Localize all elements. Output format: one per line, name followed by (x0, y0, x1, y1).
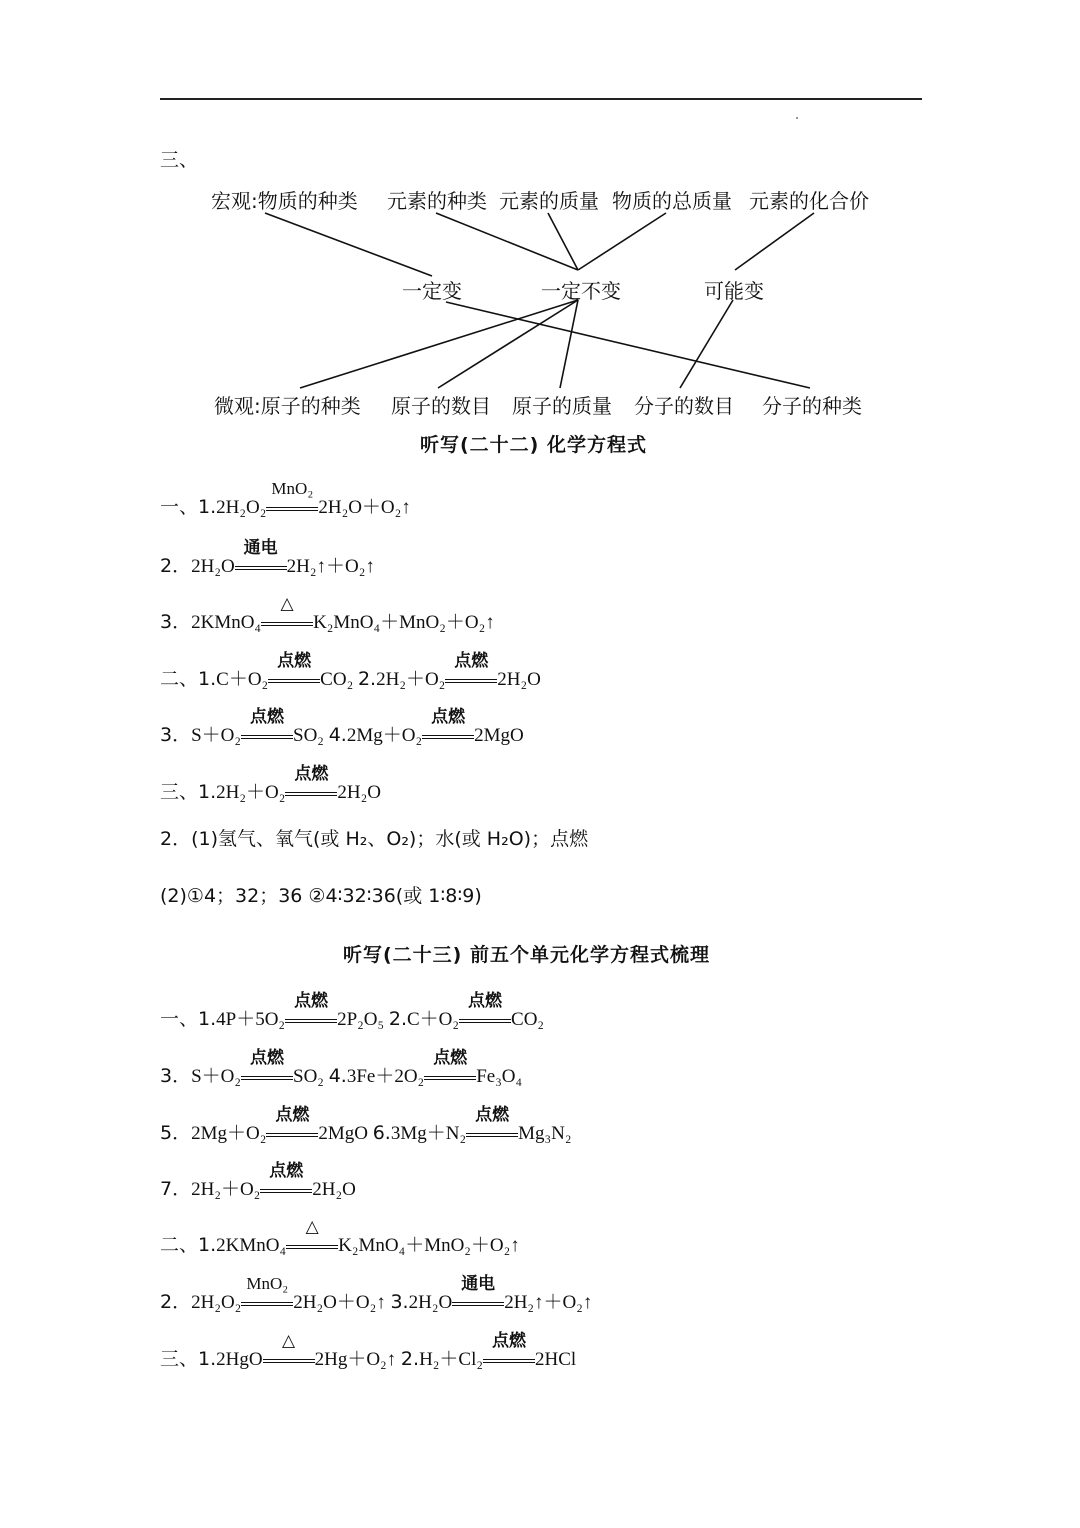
equation-line (160, 707, 524, 748)
double-line-arrow (241, 1076, 293, 1080)
equation-products: CO₂ (511, 1009, 545, 1030)
double-line-arrow (241, 735, 293, 739)
equation-number: 一、1. (160, 1008, 217, 1030)
reaction-arrow (422, 707, 474, 748)
equation-reactants: 2H₂O₂ (216, 497, 267, 518)
double-line-arrow (261, 622, 313, 626)
micro-item: 原子的质量 (512, 394, 612, 418)
equation-reactants: 2H₂＋O₂ (376, 669, 446, 690)
double-line-arrow (285, 1019, 337, 1023)
middle-item-changes: 一定变 (402, 279, 462, 303)
reaction-arrow (285, 764, 337, 805)
reaction-condition: 点燃 (250, 707, 285, 727)
macro-item: 物质的总质量 (612, 189, 732, 213)
equation-products: Mg₃N₂ (518, 1123, 572, 1144)
section-22-title: 听写(二十二) 化学方程式 (420, 434, 647, 456)
equation-number: 2. (357, 668, 377, 690)
double-line-arrow (260, 1189, 312, 1193)
double-line-arrow (268, 679, 320, 683)
micro-item: 分子的数目 (634, 394, 734, 418)
equation-reactants: S＋O₂ (191, 725, 242, 746)
equation-line (160, 479, 411, 520)
reaction-condition: 点燃 (433, 1048, 468, 1068)
reaction-arrow (466, 1105, 518, 1146)
equation-products: 2H₂↑＋O₂↑ (504, 1292, 593, 1313)
equation-line (160, 1274, 593, 1315)
equation-number: 5． (160, 1122, 192, 1144)
double-line-arrow (424, 1076, 476, 1080)
equation-reactants: 2KMnO₄ (191, 612, 262, 633)
answer-line: 2．(1)氢气、氧气(或 H₂、O₂)；水(或 H₂O)；点燃 (160, 828, 589, 850)
equation-number: 4. (328, 1065, 347, 1087)
equation-number: 2. (388, 1008, 407, 1030)
reaction-condition: 点燃 (294, 764, 329, 784)
reaction-arrow (266, 479, 318, 520)
equation-products: K₂MnO₄＋MnO₂＋O₂↑ (313, 612, 495, 633)
equation-reactants: 3Mg＋N₂ (390, 1123, 467, 1144)
reaction-arrow (445, 651, 497, 692)
equation-products: 2Hg＋O₂↑ (314, 1349, 397, 1370)
equation-products: 2H₂O (337, 782, 381, 803)
double-line-arrow (466, 1133, 518, 1137)
equation-products: K₂MnO₄＋MnO₂＋O₂↑ (338, 1235, 520, 1256)
reaction-condition: 点燃 (491, 1331, 526, 1351)
equation-number: 6. (372, 1122, 391, 1144)
reaction-condition: MnO₂ (246, 1274, 289, 1293)
micro-item: 原子的种类 (260, 394, 361, 418)
double-line-arrow (241, 1302, 293, 1306)
equation-products: 2H₂↑＋O₂↑ (286, 556, 375, 577)
equation-products: 2H₂O (497, 669, 541, 690)
equation-line (160, 1105, 572, 1146)
reaction-condition: 点燃 (277, 651, 312, 671)
equation-number: 2． (160, 1291, 192, 1313)
double-line-arrow (452, 1302, 504, 1306)
double-line-arrow (459, 1019, 511, 1023)
macro-row (211, 185, 358, 214)
equation-products: 2H₂O＋O₂↑ (293, 1292, 386, 1313)
reaction-condition: 点燃 (454, 651, 489, 671)
link-fenzi-shumu (680, 300, 733, 388)
double-line-arrow (285, 792, 337, 796)
equation-number: 二、1. (160, 1234, 217, 1256)
equation-number: 4. (328, 724, 347, 746)
reaction-condition: 点燃 (468, 991, 503, 1011)
equation-number: 三、1. (160, 781, 217, 803)
macro-item: 元素的化合价 (749, 189, 869, 213)
reaction-condition: 点燃 (250, 1048, 285, 1068)
equation-number: 3. (390, 1291, 409, 1313)
macro-label: 宏观: (211, 189, 258, 213)
equation-products: 2P₂O₅ (337, 1009, 385, 1030)
link-yuansu-zhiliang (548, 213, 578, 270)
equation-reactants: 2H₂O (191, 556, 235, 577)
middle-item-may-change: 可能变 (704, 279, 764, 303)
equation-reactants: C＋O₂ (407, 1009, 460, 1030)
reaction-arrow (285, 991, 337, 1032)
reaction-condition: △ (280, 594, 294, 613)
equation-number: 2. (400, 1348, 420, 1370)
equation-reactants: 2H₂O₂ (191, 1292, 242, 1313)
reaction-condition: MnO₂ (271, 479, 314, 498)
reaction-condition: 点燃 (475, 1105, 510, 1125)
link-yuanzi-zhiliang (560, 300, 578, 388)
link-yuanzi-zhonglei (300, 300, 578, 388)
link-wuzhi-zhonglei (265, 213, 432, 276)
equation-reactants: 2H₂O (408, 1292, 453, 1313)
equation-reactants: 2HgO (216, 1349, 263, 1370)
equation-number: 7． (160, 1178, 192, 1200)
reaction-arrow (459, 991, 511, 1032)
equation-number: 3． (160, 611, 192, 633)
reaction-condition: 点燃 (431, 707, 466, 727)
equation-line (160, 991, 545, 1032)
equation-line (160, 1161, 356, 1202)
double-line-arrow (286, 1245, 338, 1249)
equation-line (160, 594, 495, 635)
reaction-arrow (483, 1331, 535, 1372)
equation-reactants: 2Mg＋O₂ (346, 725, 423, 746)
equation-number: 2． (160, 555, 192, 577)
macro-item: 元素的质量 (499, 189, 599, 213)
double-line-arrow (266, 507, 318, 511)
link-yuansu-zhonglei (436, 213, 578, 270)
reaction-arrow (261, 594, 313, 635)
equation-number: 3． (160, 724, 192, 746)
reaction-condition: 点燃 (269, 1161, 304, 1181)
reaction-condition: 通电 (461, 1274, 496, 1294)
equation-reactants: 2Mg＋O₂ (191, 1123, 267, 1144)
diagram-lines (0, 0, 1080, 430)
micro-item: 分子的种类 (762, 394, 862, 418)
equation-reactants: H₂＋Cl₂ (419, 1349, 483, 1370)
equation-line (160, 764, 381, 805)
double-line-arrow (235, 566, 287, 570)
equation-products: 2H₂O＋O₂↑ (318, 497, 411, 518)
reaction-arrow (241, 1048, 293, 1089)
reaction-arrow (241, 1274, 293, 1315)
double-line-arrow (483, 1359, 535, 1363)
equation-reactants: 2H₂＋O₂ (191, 1179, 261, 1200)
equation-reactants: 4P＋5O₂ (216, 1009, 286, 1030)
equation-number: 三、1. (160, 1348, 217, 1370)
reaction-arrow (452, 1274, 504, 1315)
equation-products: Fe₃O₄ (476, 1066, 523, 1087)
reaction-arrow (260, 1161, 312, 1202)
equation-number: 3． (160, 1065, 192, 1087)
middle-item-unchanged: 一定不变 (541, 279, 621, 303)
reaction-condition: 点燃 (275, 1105, 310, 1125)
equation-reactants: 2H₂＋O₂ (216, 782, 286, 803)
equation-line (160, 1217, 520, 1258)
reaction-arrow (268, 651, 320, 692)
equation-line (160, 1331, 577, 1372)
link-huahejia (735, 213, 814, 270)
equation-reactants: 2KMnO₄ (216, 1235, 287, 1256)
equation-products: SO₂ (293, 725, 324, 746)
micro-item: 原子的数目 (391, 394, 491, 418)
double-line-arrow (445, 679, 497, 683)
equation-products: 2MgO (318, 1123, 368, 1144)
equation-products: 2H₂O (312, 1179, 356, 1200)
double-line-arrow (266, 1133, 318, 1137)
equation-number: 二、1. (160, 668, 217, 690)
equation-reactants: C＋O₂ (216, 669, 269, 690)
equation-number: 一、1. (160, 496, 217, 518)
reaction-condition: △ (305, 1217, 319, 1236)
reaction-arrow (241, 707, 293, 748)
section-marker: 三、 (160, 149, 199, 171)
equation-products: CO₂ (320, 669, 354, 690)
equation-products: 2HCl (534, 1349, 577, 1370)
equation-line (160, 538, 375, 579)
reaction-condition: 通电 (243, 538, 278, 558)
double-line-arrow (422, 735, 474, 739)
micro-row (214, 390, 361, 419)
equation-line (160, 1048, 523, 1089)
macro-item: 元素的种类 (387, 189, 487, 213)
equation-products: 2MgO (474, 725, 524, 746)
link-yuanzi-shumu (438, 300, 578, 388)
link-fenzi-zhonglei (446, 302, 810, 388)
equation-reactants: S＋O₂ (191, 1066, 242, 1087)
reaction-condition: △ (282, 1331, 296, 1350)
reaction-condition: 点燃 (294, 991, 329, 1011)
equation-line (160, 651, 541, 692)
double-line-arrow (263, 1359, 315, 1363)
reaction-arrow (263, 1331, 315, 1372)
micro-label: 微观: (214, 394, 261, 418)
answer-line: (2)①4；32；36 ②4∶32∶36(或 1∶8∶9) (160, 885, 482, 907)
link-zong-zhiliang (578, 213, 666, 270)
equation-products: SO₂ (293, 1066, 324, 1087)
reaction-arrow (266, 1105, 318, 1146)
reaction-arrow (286, 1217, 338, 1258)
section-23-title: 听写(二十三) 前五个单元化学方程式梳理 (343, 944, 710, 966)
macro-item: 物质的种类 (257, 189, 358, 213)
equation-reactants: 3Fe＋2O₂ (346, 1066, 425, 1087)
reaction-arrow (235, 538, 287, 579)
reaction-arrow (424, 1048, 476, 1089)
